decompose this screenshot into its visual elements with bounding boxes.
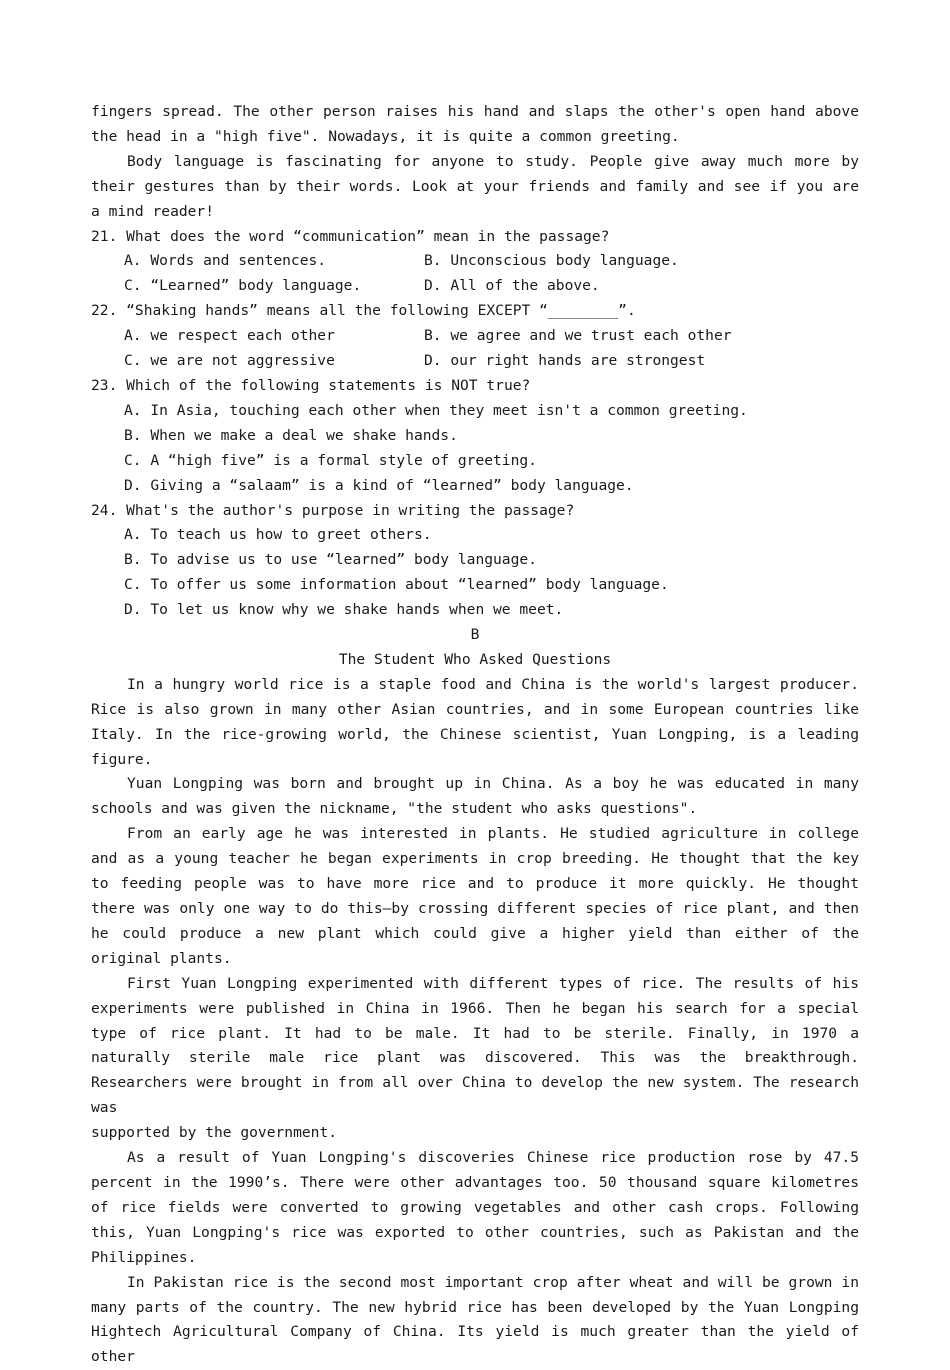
option-c[interactable]: C. To offer us some information about “learned” body language. [124,576,669,594]
option-c[interactable]: C. “Learned” body language. [124,277,362,295]
section-letter: B [470,626,480,644]
question-stem: 21. What does the word “communication” mean in the passage? [91,227,610,245]
question-stem: 24. What's the author's purpose in writing the passage? [91,501,575,519]
option-d[interactable]: D. To let us know why we shake hands when we meet. [124,601,564,619]
section-b-paragraph: Yuan Longping was born and brought up in China. As a boy he was educated in many schools and was given the nickname, "the student who asks questions". [91,775,859,818]
question-stem: 23. Which of the following statements is NOT true? [91,376,531,394]
section-b-paragraph: In Pakistan rice is the second most important crop after wheat and will be grown in many parts of the country. The new hybrid rice has been developed by the Yuan Longping Hightech Agricultural Company of China. Its yield is much greater than the yield of other [91,1273,859,1366]
option-b[interactable]: B. When we make a deal we shake hands. [124,426,458,444]
option-c[interactable]: C. A “high five” is a formal style of greeting. [124,451,537,469]
section-b-paragraph: In a hungry world rice is a staple food and China is the world's largest producer. Rice is also grown in many other Asian countries, and in some European countries like Italy. In the rice-growing world, the Chinese scientist, Yuan Longping, is a leading figure. [91,675,859,768]
passage-a-paragraph-1: fingers spread. The other person raises his hand and slaps the other's open hand above the head in a "high five". Nowadays, it is quite a common greeting. [91,103,859,145]
question-24 [91,499,859,624]
passage-a-paragraph-2: Body language is fascinating for anyone to study. People give away much more by their gestures than by their words. Look at your friends and family and see if you are a mind reader! [91,152,859,220]
option-row [91,249,859,274]
option-d[interactable]: D. our right hands are strongest [424,352,706,370]
option-a[interactable]: A. we respect each other [124,327,335,345]
option-d[interactable]: D. Giving a “salaam” is a kind of “learned” body language. [124,476,634,494]
section-b-paragraph: As a result of Yuan Longping's discoveries Chinese rice production rose by 47.5 percent in the 1990’s. There were other advantages too. 50 thousand square kilometres of rice fields were converted to growing vegetables and other cash crops. Following this, Yuan Longping's rice was exported to other countries, such as Pakistan and the Philippines. [91,1149,859,1266]
option-b[interactable]: B. we agree and we trust each other [424,327,732,345]
option-b[interactable]: B. To advise us to use “learned” body language. [124,551,537,569]
section-b-paragraph: First Yuan Longping experimented with different types of rice. The results of his experiments were published in China in 1966. Then he began his search for a special type of rice plant. It had to be male. It had to be sterile. Finally, in 1970 a naturally sterile male rice plant was discovered. This was the breakthrough. Researchers were brought in from all over China to develop the new system. The research was [91,974,859,1117]
option-d[interactable]: D. All of the above. [424,277,600,295]
section-title: The Student Who Asked Questions [338,650,612,668]
option-row [91,324,859,349]
option-c[interactable]: C. we are not aggressive [124,352,335,370]
document-page [91,100,859,1370]
option-a[interactable]: A. To teach us how to greet others. [124,526,432,544]
question-21 [91,225,859,300]
option-a[interactable]: A. Words and sentences. [124,252,327,270]
option-row [91,349,859,374]
question-23 [91,374,859,499]
section-b-paragraph: From an early age he was interested in plants. He studied agriculture in college and as a young teacher he began experiments in crop breeding. He thought that the key to feeding people was to have more rice and to produce it more quickly. He thought there was only one way to do this—by crossing different species of rice plant, and then he could produce a new plant which could give a higher yield than either of the original plants. [91,825,859,967]
question-stem: 22. “Shaking hands” means all the following EXCEPT “________”. [91,302,636,320]
section-b-paragraph-continuation: supported by the government. [91,1124,338,1142]
option-a[interactable]: A. In Asia, touching each other when they meet isn't a common greeting. [124,401,748,419]
option-b[interactable]: B. Unconscious body language. [424,252,679,270]
option-row [91,274,859,299]
question-22 [91,299,859,374]
